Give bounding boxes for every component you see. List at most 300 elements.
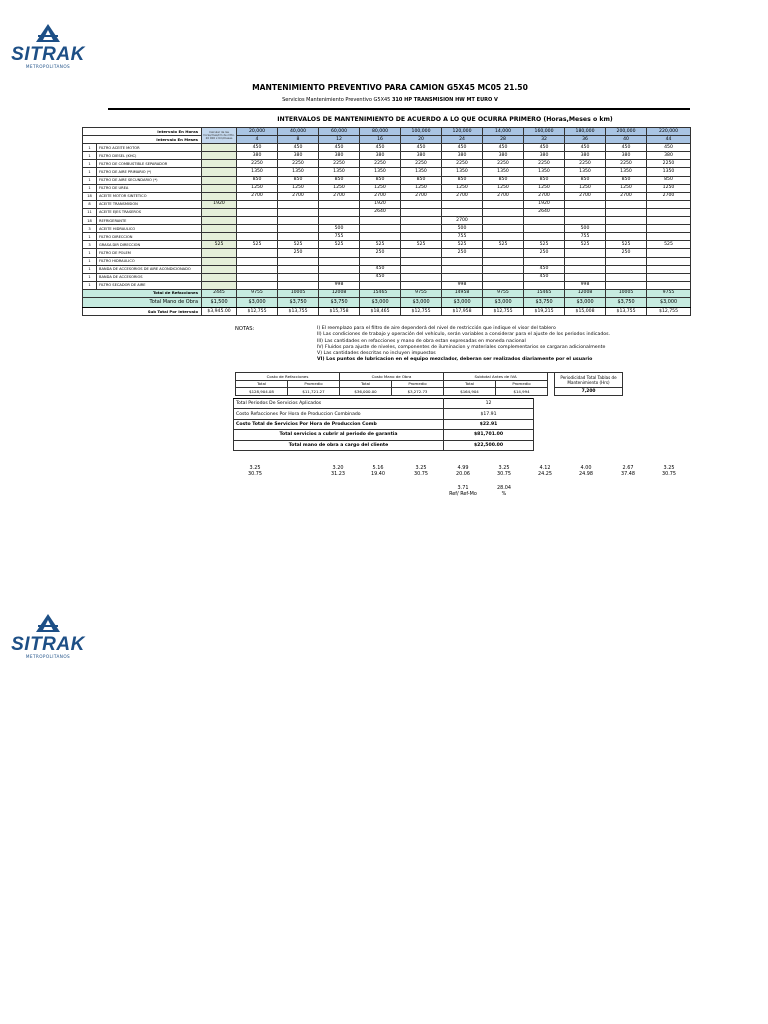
- table-row: [83, 249, 691, 257]
- item-cost: 2250: [319, 160, 360, 168]
- bottom-value: 4.00: [580, 465, 592, 471]
- item-cost: 2250: [278, 160, 319, 168]
- hours-value: 120,000: [442, 128, 483, 136]
- total-value: 12008: [319, 289, 360, 297]
- item-cost: [278, 257, 319, 265]
- item-cost: 450: [524, 273, 565, 281]
- item-cost: [401, 257, 442, 265]
- item-cost: [319, 249, 360, 257]
- item-cost: [401, 225, 442, 233]
- item-name: FILTRO SECADOR DE AIRE: [97, 281, 202, 289]
- months-value: 12: [319, 136, 360, 144]
- item-cost: [360, 281, 401, 289]
- item-cost: [483, 257, 524, 265]
- costs-table: [235, 372, 623, 396]
- item-cost: 250: [360, 249, 401, 257]
- table-row: [83, 217, 691, 225]
- bottom-pair: [566, 465, 606, 477]
- item-cost: [278, 208, 319, 216]
- bottom-extra-value: 3.71: [457, 485, 469, 491]
- item-cost: [278, 200, 319, 208]
- total-value: 12008: [565, 289, 606, 297]
- costos-value: $11,721.27: [288, 388, 340, 396]
- costos-value: $36,000.00: [340, 388, 392, 396]
- costos-header-mano: Costo Mano de Obra: [340, 373, 444, 381]
- table-header-hours: [83, 128, 691, 136]
- item-base: [202, 281, 237, 289]
- total-mano-row: [83, 297, 691, 307]
- item-cost: [647, 273, 691, 281]
- total-label: Total Mano de Obra: [83, 297, 202, 307]
- item-cost: 2640: [360, 208, 401, 216]
- months-value: 4: [237, 136, 278, 144]
- item-cost: 250: [524, 249, 565, 257]
- note-item: II) Las condiciones de trabajo y operación del vehículo, serán variables a considerar para el ajuste de los periodos indicados.: [317, 332, 611, 338]
- item-cost: 450: [647, 144, 691, 152]
- item-cost: 2700: [401, 192, 442, 200]
- item-cost: [647, 265, 691, 273]
- hours-value: 60,000: [319, 128, 360, 136]
- subtotal-row: [83, 307, 691, 315]
- months-value: 28: [483, 136, 524, 144]
- item-cost: 850: [647, 176, 691, 184]
- item-cost: [565, 208, 606, 216]
- months-value: 44: [647, 136, 691, 144]
- item-cost: [401, 265, 442, 273]
- item-cost: 525: [483, 241, 524, 249]
- item-cost: 380: [606, 152, 647, 160]
- item-cost: 1250: [360, 184, 401, 192]
- item-cost: [647, 281, 691, 289]
- summary-table: [233, 398, 534, 451]
- item-qty: 1: [83, 281, 97, 289]
- item-cost: [647, 208, 691, 216]
- bottom-pair: [235, 465, 275, 477]
- total-value: $3,750: [524, 297, 565, 307]
- hours-value: 40,000: [278, 128, 319, 136]
- item-cost: 450: [565, 144, 606, 152]
- item-base: [202, 160, 237, 168]
- brand-sub: METROPOLITANOS: [25, 64, 71, 69]
- item-name: FILTRO DE AIRE PRIMARIO (*): [97, 168, 202, 176]
- item-cost: [442, 265, 483, 273]
- hours-label: Intervalo En Horas: [83, 128, 202, 136]
- item-cost: [483, 273, 524, 281]
- item-cost: 1350: [565, 168, 606, 176]
- item-qty: 1: [83, 160, 97, 168]
- item-cost: [237, 208, 278, 216]
- bottom-value: 37.48: [620, 471, 635, 478]
- item-name: BANDA DE ACCESORIOS DE AIRE ACONDICIONADO: [97, 265, 202, 273]
- item-cost: 755: [319, 233, 360, 241]
- item-cost: 1250: [319, 184, 360, 192]
- note-item-bold: VI) Los puntos de lubricacion en el equipo mezclador, deberan ser realizados diariamente por el usuario: [317, 357, 593, 363]
- total-value: $3,000: [237, 297, 278, 307]
- total-value: 9755: [483, 289, 524, 297]
- total-value: $12,755: [237, 307, 278, 315]
- brand-name: SITRAK: [11, 44, 85, 65]
- item-cost: [442, 257, 483, 265]
- total-base: 2445: [202, 289, 237, 297]
- item-cost: 380: [360, 152, 401, 160]
- total-value: $3,000: [401, 297, 442, 307]
- item-base: [202, 233, 237, 241]
- item-cost: [483, 217, 524, 225]
- table-row: [83, 257, 691, 265]
- item-cost: [360, 257, 401, 265]
- item-cost: [442, 208, 483, 216]
- item-cost: 850: [319, 176, 360, 184]
- item-cost: [565, 249, 606, 257]
- item-qty: 18: [83, 217, 97, 225]
- total-value: 14958: [442, 289, 483, 297]
- item-qty: 1: [83, 152, 97, 160]
- months-value: 32: [524, 136, 565, 144]
- total-value: $15,758: [319, 307, 360, 315]
- item-name: BANDA DE ACCESORIOS: [97, 273, 202, 281]
- item-name: ACEITE HIDRAULICO: [97, 225, 202, 233]
- item-cost: [442, 200, 483, 208]
- item-cost: [278, 233, 319, 241]
- total-label: Sub Total Por Intervalo: [83, 307, 202, 315]
- item-cost: [524, 217, 565, 225]
- item-name: FILTRO DE AIRE SECUNDARIO (*): [97, 176, 202, 184]
- subtitle-bold: 310 HP TRANSMISION HW MT EURO V: [391, 97, 498, 103]
- item-cost: [401, 208, 442, 216]
- item-name: FILTRO DE UREA: [97, 184, 202, 192]
- item-cost: 2640: [524, 208, 565, 216]
- summary-row: [234, 430, 534, 440]
- costos-value: $3,272.73: [392, 388, 444, 396]
- total-value: 10005: [278, 289, 319, 297]
- item-cost: [606, 200, 647, 208]
- item-cost: [237, 233, 278, 241]
- page-title: MANTENIMIENTO PREVENTIVO PARA CAMION G5X45 MC05 21.50: [252, 83, 528, 92]
- total-value: $3,000: [442, 297, 483, 307]
- note-item: III) Las cantidades en refacciones y mano de obra estan expresadas en moneda nacional: [317, 338, 526, 344]
- item-cost: [319, 217, 360, 225]
- summary-value: $81,701.00: [444, 430, 534, 440]
- item-cost: 998: [565, 281, 606, 289]
- item-cost: 380: [442, 152, 483, 160]
- bottom-value: 31.23: [330, 471, 345, 478]
- item-cost: 1250: [606, 184, 647, 192]
- item-cost: 1250: [565, 184, 606, 192]
- item-cost: 1350: [360, 168, 401, 176]
- summary-row: [234, 399, 534, 409]
- months-value: 20: [401, 136, 442, 144]
- total-value: 9755: [237, 289, 278, 297]
- item-cost: 2700: [442, 217, 483, 225]
- item-cost: 850: [401, 176, 442, 184]
- hours-value: 220,000: [647, 128, 691, 136]
- item-cost: 998: [442, 281, 483, 289]
- item-cost: 525: [524, 241, 565, 249]
- item-cost: 250: [606, 249, 647, 257]
- total-value: $3,750: [606, 297, 647, 307]
- item-cost: 380: [237, 152, 278, 160]
- item-cost: [278, 265, 319, 273]
- total-value: $3,000: [483, 297, 524, 307]
- item-cost: 1250: [237, 184, 278, 192]
- item-cost: [606, 281, 647, 289]
- item-cost: 1350: [237, 168, 278, 176]
- item-cost: [278, 225, 319, 233]
- costos-header-horas: Periodicidad Total Tablas de Mantenimiento (Hrs): [555, 373, 623, 388]
- item-cost: 450: [360, 144, 401, 152]
- item-cost: [401, 273, 442, 281]
- item-cost: [524, 233, 565, 241]
- brand-name: SITRAK: [11, 634, 85, 655]
- item-cost: [319, 257, 360, 265]
- item-base: [202, 249, 237, 257]
- item-qty: 11: [83, 208, 97, 216]
- hours-value: 100,000: [401, 128, 442, 136]
- item-cost: [647, 217, 691, 225]
- item-cost: 2250: [401, 160, 442, 168]
- bottom-extra-label: %: [501, 491, 507, 498]
- bottom-value: 5.16: [372, 465, 384, 471]
- item-cost: 1350: [442, 168, 483, 176]
- item-cost: 1250: [401, 184, 442, 192]
- total-value: $3,000: [360, 297, 401, 307]
- bottom-pair: [401, 465, 441, 477]
- summary-label: Total Periodos De Servicios Aplicados: [234, 399, 444, 409]
- hours-value: 180,000: [565, 128, 606, 136]
- item-cost: [401, 281, 442, 289]
- total-base: $3,945.00: [202, 307, 237, 315]
- item-cost: [524, 281, 565, 289]
- item-cost: 450: [606, 144, 647, 152]
- costos-value: $128,904.08: [236, 388, 288, 396]
- table-row: [83, 273, 691, 281]
- months-value: 16: [360, 136, 401, 144]
- total-value: 15465: [360, 289, 401, 297]
- item-cost: [483, 200, 524, 208]
- item-cost: 2250: [442, 160, 483, 168]
- item-name: FILTRO DIRECCION: [97, 233, 202, 241]
- item-name: ACEITE EJES TRASEROS: [97, 208, 202, 216]
- bottom-extra: [484, 485, 524, 497]
- bottom-value: 4.99: [457, 465, 469, 471]
- item-qty: 3: [83, 241, 97, 249]
- summary-row: [234, 440, 534, 450]
- item-cost: [483, 225, 524, 233]
- item-cost: 525: [319, 241, 360, 249]
- total-base: $1,500: [202, 297, 237, 307]
- item-cost: 250: [278, 249, 319, 257]
- item-cost: [278, 217, 319, 225]
- item-name: GRASA DIR DIRECCION: [97, 241, 202, 249]
- total-value: $13,755: [278, 307, 319, 315]
- item-cost: [278, 273, 319, 281]
- item-cost: 1920: [524, 200, 565, 208]
- item-cost: [647, 249, 691, 257]
- item-cost: 380: [483, 152, 524, 160]
- item-cost: [401, 233, 442, 241]
- item-cost: 500: [565, 225, 606, 233]
- costos-header-refacciones: Costo de Refacciones: [236, 373, 340, 381]
- item-cost: 2700: [360, 192, 401, 200]
- item-cost: [319, 200, 360, 208]
- item-base: [202, 192, 237, 200]
- bottom-pair: [525, 465, 565, 477]
- item-cost: 380: [647, 152, 691, 160]
- table-row: [83, 208, 691, 216]
- item-cost: [237, 257, 278, 265]
- item-qty: 3: [83, 225, 97, 233]
- total-refacciones-row: [83, 289, 691, 297]
- total-value: $12,755: [401, 307, 442, 315]
- bottom-value: 3.25: [498, 465, 510, 471]
- summary-label: Costo Total de Servicios Por Hora de Produccion Comb: [234, 419, 444, 429]
- item-cost: 850: [360, 176, 401, 184]
- sitrak-emblem-icon: [8, 23, 88, 45]
- item-cost: 2250: [483, 160, 524, 168]
- item-cost: [401, 249, 442, 257]
- summary-value: $17.91: [444, 409, 534, 419]
- total-value: $15,008: [565, 307, 606, 315]
- bottom-value: 3.25: [249, 465, 261, 471]
- item-cost: 1350: [647, 168, 691, 176]
- item-cost: 525: [442, 241, 483, 249]
- item-qty: 1: [83, 249, 97, 257]
- bottom-extra-value: 28.04: [496, 485, 511, 491]
- item-cost: [606, 217, 647, 225]
- notes-label: NOTAS:: [235, 326, 255, 332]
- item-cost: [483, 265, 524, 273]
- item-cost: 500: [319, 225, 360, 233]
- bottom-value: 3.25: [663, 465, 675, 471]
- item-cost: [606, 233, 647, 241]
- summary-value: $22.91: [444, 419, 534, 429]
- item-cost: [565, 200, 606, 208]
- total-value: 9755: [647, 289, 691, 297]
- item-qty: 1: [83, 257, 97, 265]
- item-cost: 2250: [565, 160, 606, 168]
- item-cost: 1250: [483, 184, 524, 192]
- item-name: ACEITE TRANSMISION: [97, 200, 202, 208]
- months-value: 8: [278, 136, 319, 144]
- hours-value: 160,000: [524, 128, 565, 136]
- item-cost: 450: [278, 144, 319, 152]
- table-header-months: [83, 136, 691, 144]
- item-qty: 8: [83, 200, 97, 208]
- item-cost: [278, 281, 319, 289]
- item-base: [202, 273, 237, 281]
- item-cost: 450: [524, 144, 565, 152]
- total-value: 10005: [606, 289, 647, 297]
- item-cost: 850: [483, 176, 524, 184]
- bottom-value: 3.20: [332, 465, 344, 471]
- item-cost: 2700: [606, 192, 647, 200]
- item-cost: 525: [360, 241, 401, 249]
- bottom-value: 30.75: [496, 471, 511, 478]
- item-base: 1920: [202, 200, 237, 208]
- item-cost: 2700: [647, 192, 691, 200]
- summary-row: [234, 419, 534, 429]
- item-base: [202, 208, 237, 216]
- item-cost: 450: [237, 144, 278, 152]
- item-cost: 2250: [606, 160, 647, 168]
- total-value: $19,215: [524, 307, 565, 315]
- item-cost: [237, 249, 278, 257]
- table-row: [83, 160, 691, 168]
- item-cost: 1250: [524, 184, 565, 192]
- item-cost: 1350: [278, 168, 319, 176]
- item-cost: 850: [278, 176, 319, 184]
- item-cost: 380: [319, 152, 360, 160]
- item-cost: [237, 225, 278, 233]
- total-value: $17,958: [442, 307, 483, 315]
- bottom-value: 19.40: [370, 471, 385, 478]
- hours-value: 200,000: [606, 128, 647, 136]
- item-cost: [237, 273, 278, 281]
- total-value: $3,000: [647, 297, 691, 307]
- item-cost: 380: [524, 152, 565, 160]
- total-value: $12,755: [483, 307, 524, 315]
- item-cost: [442, 273, 483, 281]
- total-value: $3,750: [319, 297, 360, 307]
- item-cost: 525: [647, 241, 691, 249]
- item-qty: 1: [83, 265, 97, 273]
- item-cost: 2700: [319, 192, 360, 200]
- item-base: [202, 168, 237, 176]
- item-name: FILTRO HIDRAULICO: [97, 257, 202, 265]
- item-name: FILTRO DIESEL (KHC): [97, 152, 202, 160]
- costos-sub-promedio: Promedio: [496, 380, 548, 388]
- hours-value: 14,000: [483, 128, 524, 136]
- table-row: [83, 144, 691, 152]
- item-base: [202, 144, 237, 152]
- item-base: [202, 265, 237, 273]
- item-cost: [360, 233, 401, 241]
- total-label: Total de Refacciones: [83, 289, 202, 297]
- bottom-value: 20.06: [455, 471, 470, 478]
- intervals-title: INTERVALOS DE MANTENIMIENTO DE ACUERDO A LO QUE OCURRA PRIMERO (Horas,Meses o km): [277, 116, 613, 123]
- item-cost: [483, 281, 524, 289]
- table-row: [83, 192, 691, 200]
- item-cost: 1250: [442, 184, 483, 192]
- summary-label: Total servicios a cubrir al periodo de garantia: [234, 430, 444, 440]
- costos-horas-value: 7,200: [555, 388, 623, 396]
- item-cost: [237, 217, 278, 225]
- item-cost: 380: [278, 152, 319, 160]
- table-row: [83, 200, 691, 208]
- item-name: REFRIGERANTE: [97, 217, 202, 225]
- months-value: 40: [606, 136, 647, 144]
- item-cost: [565, 257, 606, 265]
- item-cost: [319, 208, 360, 216]
- item-cost: 450: [524, 265, 565, 273]
- item-cost: 500: [442, 225, 483, 233]
- item-base: [202, 257, 237, 265]
- title-divider: [108, 108, 690, 110]
- item-cost: 1920: [360, 200, 401, 208]
- item-cost: 850: [524, 176, 565, 184]
- total-value: $3,000: [565, 297, 606, 307]
- item-cost: 850: [565, 176, 606, 184]
- bottom-value: 30.75: [661, 471, 676, 478]
- sitrak-logo-top: [8, 23, 88, 69]
- summary-value: 12: [444, 399, 534, 409]
- item-cost: [606, 273, 647, 281]
- item-cost: [483, 249, 524, 257]
- item-name: ACEITE MOTOR SINTETICO: [97, 192, 202, 200]
- item-cost: [237, 265, 278, 273]
- page-subtitle: [140, 97, 640, 103]
- item-cost: 450: [360, 265, 401, 273]
